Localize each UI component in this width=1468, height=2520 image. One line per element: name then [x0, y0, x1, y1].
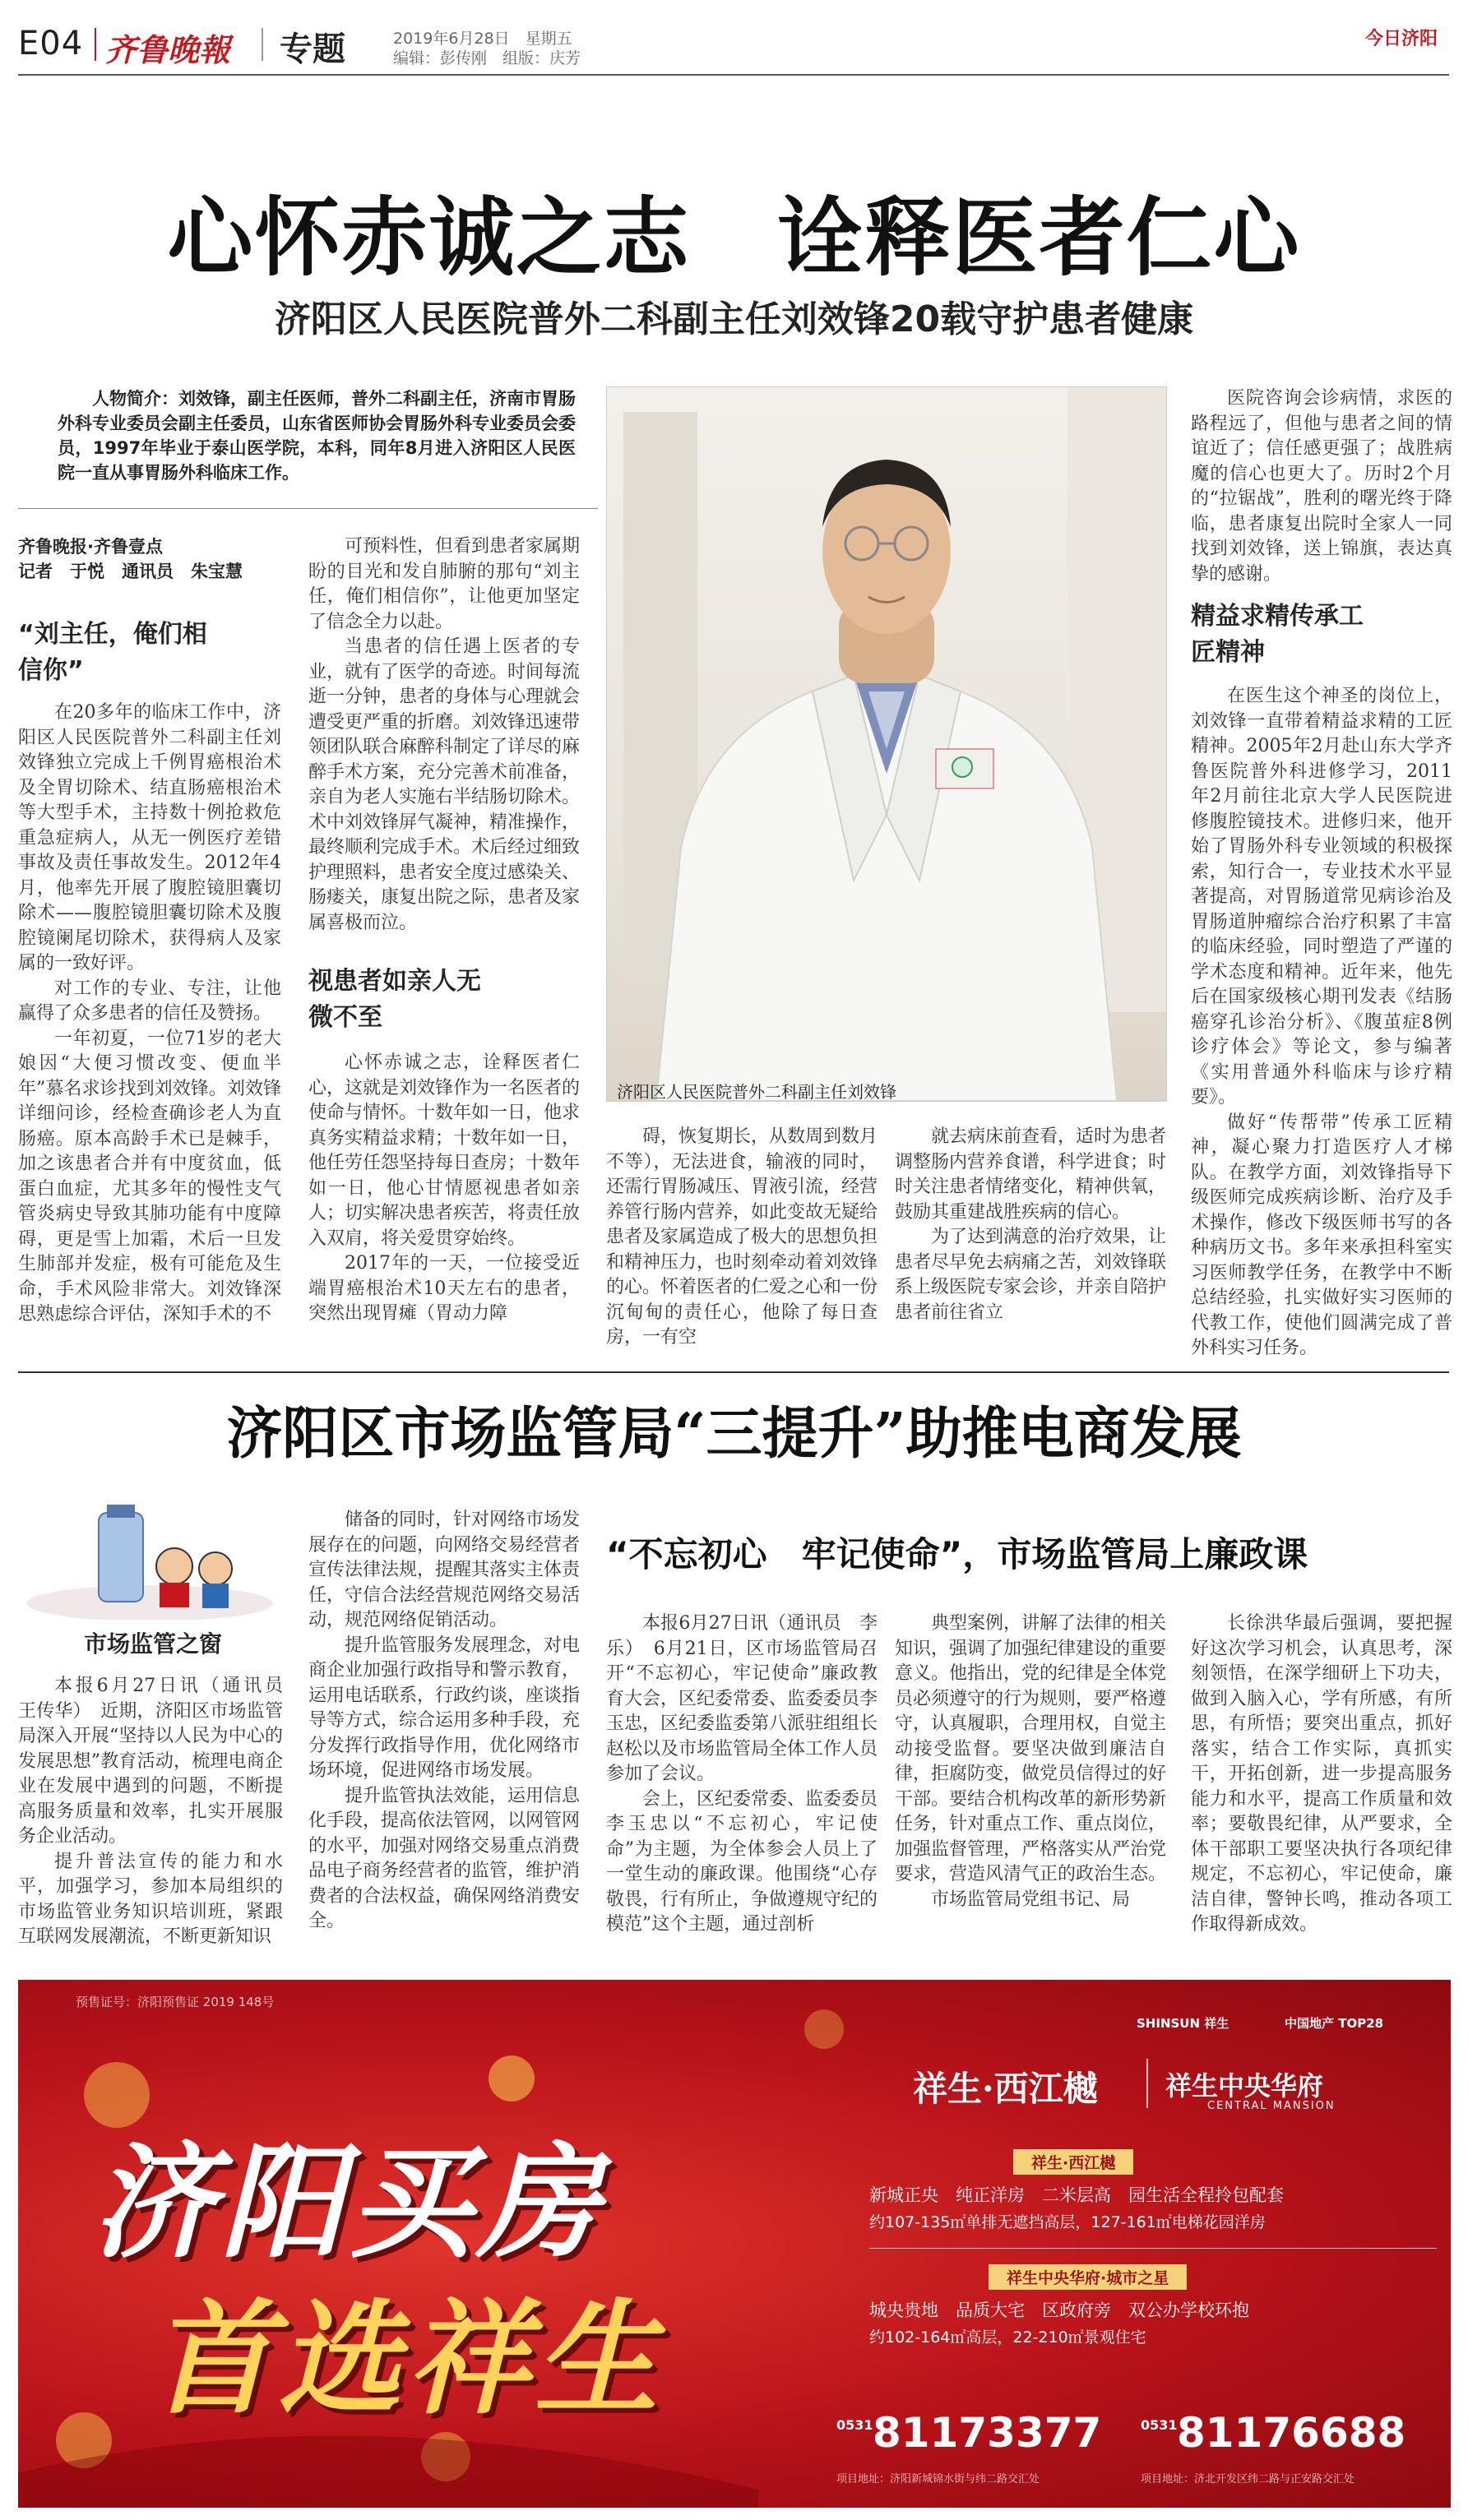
paragraph: 储备的同时，针对网络市场发展存在的问题，向网络交易经营者宣传法律法规，提醒其落实主体责任，守信合法经营规范网络交易活动，规范网络促销活动。	[308, 1510, 581, 1630]
ad-project-2-line2: 约102-164㎡高层，22-210㎡景观住宅	[869, 2328, 1146, 2347]
paragraph: 心怀赤诚之志，诠释医者仁心，这就是刘效锋作为一名医者的使命与情怀。十数年如一日，他求真务实精益求精；十数年如一日，他任劳任怨坚持每日查房；十数年如一日，他心甘情愿视患者如亲人；切实解决患者疾苦，将责任放入双肩，将关爱贯穿始终。	[308, 1052, 581, 1249]
column-logo	[18, 1505, 283, 1669]
ad-phone-area-1: 0531	[836, 2417, 873, 2433]
story1-column-2b	[308, 1051, 580, 1327]
paragraph: 提升监管执法效能，运用信息化手段，提高依法管网，以网管网的水平，加强对网络交易重点消费品电子商务经营者的监管，维护消费者的合法权益，确保网络消费安全。	[308, 1785, 581, 1931]
story1-column-3b	[606, 1125, 878, 1351]
story1-column-5a	[1191, 386, 1452, 587]
ad-address-1: 项目地址：济阳新城锦水街与纬二路交汇处	[836, 2473, 1040, 2485]
paragraph: 典型案例，讲解了法律的相关知识，强调了加强纪律建设的重要意义。他指出，党的纪律是全体党员必须遵守的行为规则，要严格遵守，认真履职，合理用权，自觉主动接受监督。要坚决做到廉洁自律，拒腐防变，做党员信得过的好干部。要结合机构改革的新形势新任务，针对重点工作、重点岗位，加强监督管理，严格落实从严治党要求，营造风清气正的政治生态。	[895, 1613, 1167, 1884]
paragraph: 2017年的一天，一位接受近端胃癌根治术10天左右的患者，突然出现胃瘫（胃动力障	[308, 1253, 580, 1324]
paragraph: 市场监管局党组书记、局	[931, 1889, 1131, 1910]
section-title: 专题	[280, 30, 345, 68]
column-label: 市场监管之窗	[84, 1630, 223, 1658]
paragraph: 对工作的专业、专注，让他赢得了众多患者的信任及赞扬。	[18, 978, 281, 1024]
ad-separator	[869, 2248, 1437, 2249]
ad-phone-2: 81176688	[1177, 2409, 1406, 2457]
paragraph: 为了达到满意的治疗效果，让患者尽早免去病痛之苦，刘效锋联系上级医院专家会诊，并亲自陪护患者前往省立	[895, 1227, 1167, 1323]
byline-outlet: 齐鲁晚报·齐鲁壹点	[18, 537, 163, 557]
ad-logo-2-en: CENTRAL MANSION	[1207, 2100, 1336, 2112]
paragraph: 提升普法宣传的能力和水平，加强学习，参加本局组织的市场监管业务知识培训班，紧跟互联网发展潮流，不断更新知识	[18, 1851, 283, 1947]
issue-date: 2019年6月28日 星期五	[393, 30, 572, 48]
paper-logo: 齐鲁晚報	[105, 31, 231, 68]
story1-subhead: 济阳区人民医院普外二科副主任刘效锋20载守护患者健康	[274, 298, 1194, 340]
section-rule	[18, 1371, 1449, 1373]
story2-headline: 济阳区市场监管局“三提升”助推电商发展	[226, 1401, 1242, 1467]
profile-rule	[18, 508, 598, 509]
paragraph: 做好“传帮带”传承工匠精神，凝心聚力打造医疗人才梯队。在教学方面，刘效锋指导下级医师完成疾病诊断、治疗及手术操作，修改下级医师书写的各种病历文书。多年来承担科室实习医师教学任务，在教学中不断总结经验，扎实做好实习医师的代教工作，使他们圆满完成了普外科实习任务。	[1191, 1112, 1452, 1358]
doctor-photo	[606, 386, 1167, 1102]
page-number: E04	[18, 25, 84, 62]
story1-subheading-2: 视患者如亲人无微不至	[308, 967, 481, 1032]
story1-column-1	[18, 701, 281, 1328]
ad-project-1-line2: 约107-135㎡单排无遮挡高层，127-161㎡电梯花园洋房	[869, 2213, 1266, 2231]
story3-column-2	[895, 1611, 1166, 1912]
paragraph: 提升监管服务发展理念，对电商企业加强行政指导和警示教育，运用电话联系，行政约谈，座谈指导等方式，综合运用多种手段，充分发挥行政指导作用，优化网络市场环境，促进网络市场发展。	[308, 1635, 581, 1781]
profile-box: 人物简介：刘效锋，副主任医师，普外二科副主任，济南市胃肠外科专业委员会副主任委员，山东省医师协会胃肠外科专业委员会委员，1997年毕业于泰山医学院，本科，同年8月进入济阳区人民医院一直从事胃肠外科临床工作。	[58, 389, 576, 483]
photo-caption: 济阳区人民医院普外二科副主任刘效锋	[617, 1082, 896, 1102]
ad-project-2-line1: 城央贵地 品质大宅 区政府旁 双公办学校环抱	[869, 2300, 1249, 2320]
story1-column-5b	[1191, 684, 1452, 1362]
ad-logo-1: 祥生·西江樾	[913, 2069, 1098, 2109]
ad-rank: 中国地产 TOP28	[1285, 2016, 1384, 2031]
paragraph: 可预料性，但看到患者家属期盼的目光和发自肺腑的那句“刘主任，俺们相信你”，让他更加坚定了信念全力以赴。	[308, 536, 581, 632]
paragraph: 一年初夏，一位71岁的老大娘因“大便习惯改变、便血半年”慕名求诊找到刘效锋。刘效锋详细问诊，经检查确诊老人为直肠癌。原本高龄手术已是棘手，加之该患者合并有中度贫血，低蛋白血症，尤其多年的慢性支气管炎病史导致其肺功能有中度障碍，更是雪上加霜，术后一旦发生肺部并发症，极有可能危及生命，手术风险非常大。刘效锋深思熟虑综合评估，深知手术的不	[18, 1028, 281, 1325]
ad-phone-box-1	[836, 2409, 1116, 2460]
edition-name: 今日济阳	[1365, 29, 1438, 49]
ad-title-1: 济阳买房	[92, 2130, 606, 2275]
ad-project-1-line1: 新城正央 纯正洋房 二米层高 园生活全程拎包配套	[869, 2185, 1284, 2205]
story1-subheading-3: 精益求精传承工匠精神	[1191, 602, 1364, 667]
header-divider	[262, 28, 263, 61]
ad-project-1-tag: 祥生·西江樾	[1013, 2149, 1133, 2175]
header-rule	[18, 74, 1449, 76]
ad-project-2-tag: 祥生中央华府·城市之星	[989, 2264, 1187, 2290]
story1-headline: 心怀赤诚之志 诠释医者仁心	[167, 187, 1301, 288]
real-estate-ad	[18, 1980, 1451, 2508]
ad-address-2: 项目地址：济北开发区纬二路与正安路交汇处	[1141, 2473, 1355, 2485]
story2-column-2	[308, 1508, 580, 1935]
ad-brand: SHINSUN 祥生	[1137, 2016, 1230, 2031]
story2-column-1	[18, 1674, 302, 1950]
paragraph: 长徐洪华最后强调，要把握好这次学习机会，认真思考，深刻领悟，在深学细研上下功夫，做到入脑入心，学有所感，有所思，有所悟；要突出重点，抓好落实，结合工作实际，真抓实干，开拓创新，进一步提高服务能力和水平，提高工作质量和效率；要敬畏纪律，从严要求，全体干部职工要坚决执行各项纪律规定，不忘初心，牢记使命，廉洁自律，警钟长鸣，推动各项工作取得新成效。	[1191, 1613, 1452, 1935]
ad-license: 预售证号：济阳预售证 2019 148号	[76, 1995, 275, 2009]
editor-credit: 编辑：彭传刚 组版：庆芳	[393, 49, 581, 67]
paragraph: 会上，区纪委常委、监委委员李玉忠以“不忘初心，牢记使命”为主题，为全体参会人员上了一堂生动的廉政课。他围绕“心存敬畏，行有所止，争做遵规守纪的模范”这个主题，通过剖析	[606, 1788, 878, 1935]
story1-column-4b	[895, 1125, 1166, 1325]
story1-subheading-1: “刘主任，俺们相信你”	[18, 620, 207, 685]
byline-reporters: 记者 于悦 通讯员 朱宝慧	[18, 562, 243, 581]
paragraph: 当患者的信任遇上医者的专业，就有了医学的奇迹。时间每流逝一分钟，患者的身体与心理就会遭受更严重的折磨。刘效锋迅速带领团队联合麻醉科制定了详尽的麻醉手术方案，充分完善术前准备，亲自为老人实施右半结肠切除术。术中刘效锋屏气凝神，精准操作，最终顺利完成手术。术后经过细致护理照料，患者安全度过感染关、肠瘘关，康复出院之际，患者及家属喜极而泣。	[308, 636, 581, 933]
story3-column-3	[1191, 1611, 1452, 1938]
story1-byline	[18, 534, 289, 584]
story3-headline: “不忘初心 牢记使命”，市场监管局上廉政课	[606, 1534, 1308, 1574]
ad-logo-divider	[1146, 2059, 1148, 2108]
ad-phone-1: 81173377	[873, 2409, 1102, 2457]
paragraph: 医院咨询会诊病情，求医的路程远了，但他与患者之间的情谊近了；信任感更强了；战胜病魔的信心也更大了。历时2个月的“拉锯战”，胜利的曙光终于降临，患者康复出院时全家人一同找到刘效锋，送上锦旗，表达真挚的感谢。	[1191, 388, 1452, 585]
paragraph: 就去病床前查看，适时为患者调整肠内营养食谱，科学进食；时时关注患者情绪变化，精神供氧，鼓励其重建战胜疾病的信心。	[895, 1126, 1167, 1223]
paragraph: 在20多年的临床工作中，济阳区人民医院普外二科副主任刘效锋独立完成上千例胃癌根治术及全胃切除术、结直肠癌根治术等大型手术，主持数十例抢救危重急症病人，从无一例医疗差错事故及责任事故发生。2012年4月，他率先开展了腹腔镜胆囊切除术——腹腔镜胆囊切除术及腹腔镜阑尾切除术，获得病人及家属的一致好评。	[18, 702, 281, 973]
story1-column-2	[308, 534, 580, 936]
ad-phone-box-2	[1141, 2409, 1437, 2460]
ad-title-2: 首选祥生	[150, 2286, 664, 2431]
ad-phone-area-2: 0531	[1141, 2417, 1178, 2433]
header-divider	[95, 28, 96, 61]
story3-column-1	[606, 1611, 878, 1938]
paragraph: 本报6月27日讯（通讯员 李乐） 6月21日，区市场监管局召开“不忘初心，牢记使命”廉政教育大会，区纪委常委、监委委员李玉忠，区纪委监委第八派驻组组长赵松以及市场监管局全体工作人员参加了会议。	[606, 1613, 878, 1784]
ad-logo-2: 祥生中央华府	[1165, 2070, 1324, 2102]
paragraph: 碍，恢复期长，从数周到数月不等），无法进食，输液的同时，还需行胃肠减压、胃液引流，经营养管行肠内营养，如此变故无疑给患者及家属造成了极大的思想负担和精神压力，也时刻牵动着刘效锋的心。怀着医者的仁爱之心和一份沉甸甸的责任心，他除了每日查房，一有空	[606, 1126, 878, 1348]
paragraph: 在医生这个神圣的岗位上，刘效锋一直带着精益求精的工匠精神。2005年2月赴山东大学齐鲁医院普外科进修学习，2011年2月前往北京大学人民医院进修腹腔镜技术。进修归来，他开始了胃肠外科专业领域的积极探索，知行合一，专业技术水平显著提高，对胃肠道常见病诊治及胃肠道肿瘤综合治疗积累了丰富的临床经验，同时塑造了严谨的学术态度和精神。近年来，他先后在国家级核心期刊发表《结肠癌穿孔诊治分析》、《腹茧症8例诊疗体会》等论文，参与编著《实用普通外科临床与诊疗精要》。	[1191, 686, 1452, 1107]
paragraph: 本报6月27日讯（通讯员 王传华） 近期，济阳区市场监管局深入开展“坚持以人民为中心的发展思想”教育活动，梳理电商企业在发展中遇到的问题，不断提高服务质量和效率，扎实开展服务企业活动。	[18, 1676, 302, 1847]
